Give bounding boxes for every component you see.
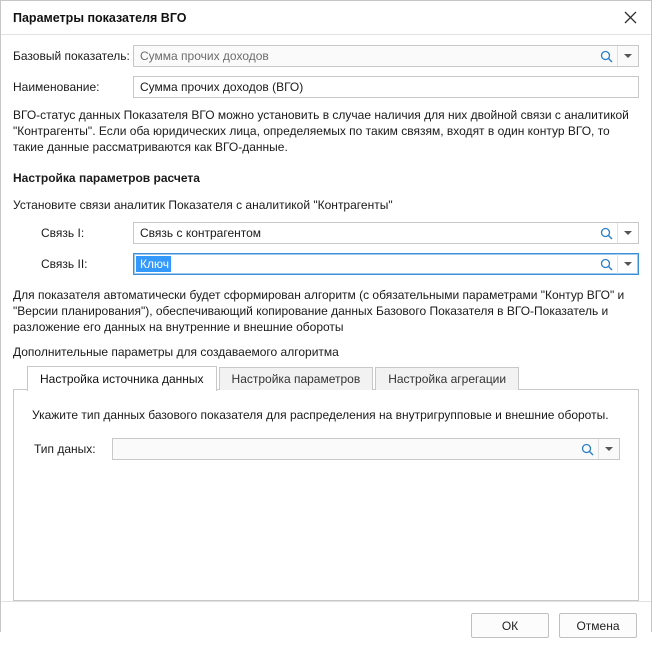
base-indicator-field[interactable] [133, 45, 639, 67]
chevron-down-icon[interactable] [617, 223, 638, 243]
chevron-down-icon[interactable] [617, 46, 638, 66]
chevron-down-icon[interactable] [617, 254, 638, 274]
link1-buttons [595, 223, 638, 243]
page-title: Параметры показателя ВГО [13, 10, 187, 25]
tabstrip [13, 365, 639, 390]
base-indicator-label: Базовый показатель: [13, 49, 130, 63]
link1-row [13, 222, 639, 244]
data-type-buttons [576, 439, 619, 459]
name-input[interactable] [133, 76, 639, 98]
link1-label: Связь I: [41, 226, 85, 240]
name-label: Наименование: [13, 80, 100, 94]
cancel-button[interactable]: Отмена [559, 613, 637, 638]
dialog-body [1, 35, 651, 601]
chevron-down-icon[interactable] [598, 439, 619, 459]
data-type-label: Тип даных: [34, 442, 96, 456]
link1-value: Связь с контрагентом [140, 226, 262, 240]
ok-button[interactable]: ОК [471, 613, 549, 638]
close-icon[interactable] [615, 5, 645, 31]
tab-data-source[interactable]: Настройка источника данных [27, 366, 217, 391]
name-value: Сумма прочих доходов (ВГО) [140, 80, 304, 94]
data-type-field[interactable] [112, 438, 620, 460]
title-bar [1, 1, 651, 35]
link2-buttons [595, 254, 638, 274]
link2-label: Связь II: [41, 257, 88, 271]
tab-parameters[interactable]: Настройка параметров [219, 367, 374, 390]
description-text: ВГО-статус данных Показателя ВГО можно установить в случае наличия для них двойной связи с аналитикой "Контрагенты". Если оба юридических лица, определяемых по таким связям, входят в один контур ВГО, то такие данные рассматриваются как ВГО-данные. [13, 108, 629, 154]
base-indicator-buttons [595, 46, 638, 66]
base-indicator-value: Сумма прочих доходов [140, 49, 269, 63]
base-indicator-row [13, 45, 639, 67]
link2-value: Ключ [136, 256, 171, 272]
algorithm-note: Для показателя автоматически будет сформирован алгоритм (с обязательными параметрами "Контур ВГО" и "Версии планирования"), обеспечивающий копирование данных Базового Показателя в ВГО-Показатель и разложение его данных на внутренние и внешние обороты [13, 288, 625, 334]
search-icon[interactable] [595, 254, 617, 274]
tab-aggregation[interactable]: Настройка агрегации [375, 367, 519, 390]
name-row [13, 76, 639, 98]
data-type-row [30, 438, 622, 460]
search-icon[interactable] [576, 439, 598, 459]
data-type-input[interactable] [113, 438, 576, 460]
calc-section-title: Настройка параметров расчета [13, 171, 200, 185]
extra-params-note: Дополнительные параметры для создаваемого алгоритма [13, 345, 339, 359]
search-icon[interactable] [595, 223, 617, 243]
link1-field[interactable] [133, 222, 639, 244]
link2-row [13, 253, 639, 275]
search-icon[interactable] [595, 46, 617, 66]
tabs-container [13, 365, 639, 601]
tab-panel-data-source [13, 389, 639, 601]
link2-field[interactable] [133, 253, 639, 275]
dialog-footer [1, 601, 651, 649]
links-note: Установите связи аналитик Показателя с аналитикой "Контрагенты" [13, 198, 393, 212]
panel-hint: Укажите тип данных базового показателя для распределения на внутригрупповые и внешние обороты. [32, 408, 609, 422]
